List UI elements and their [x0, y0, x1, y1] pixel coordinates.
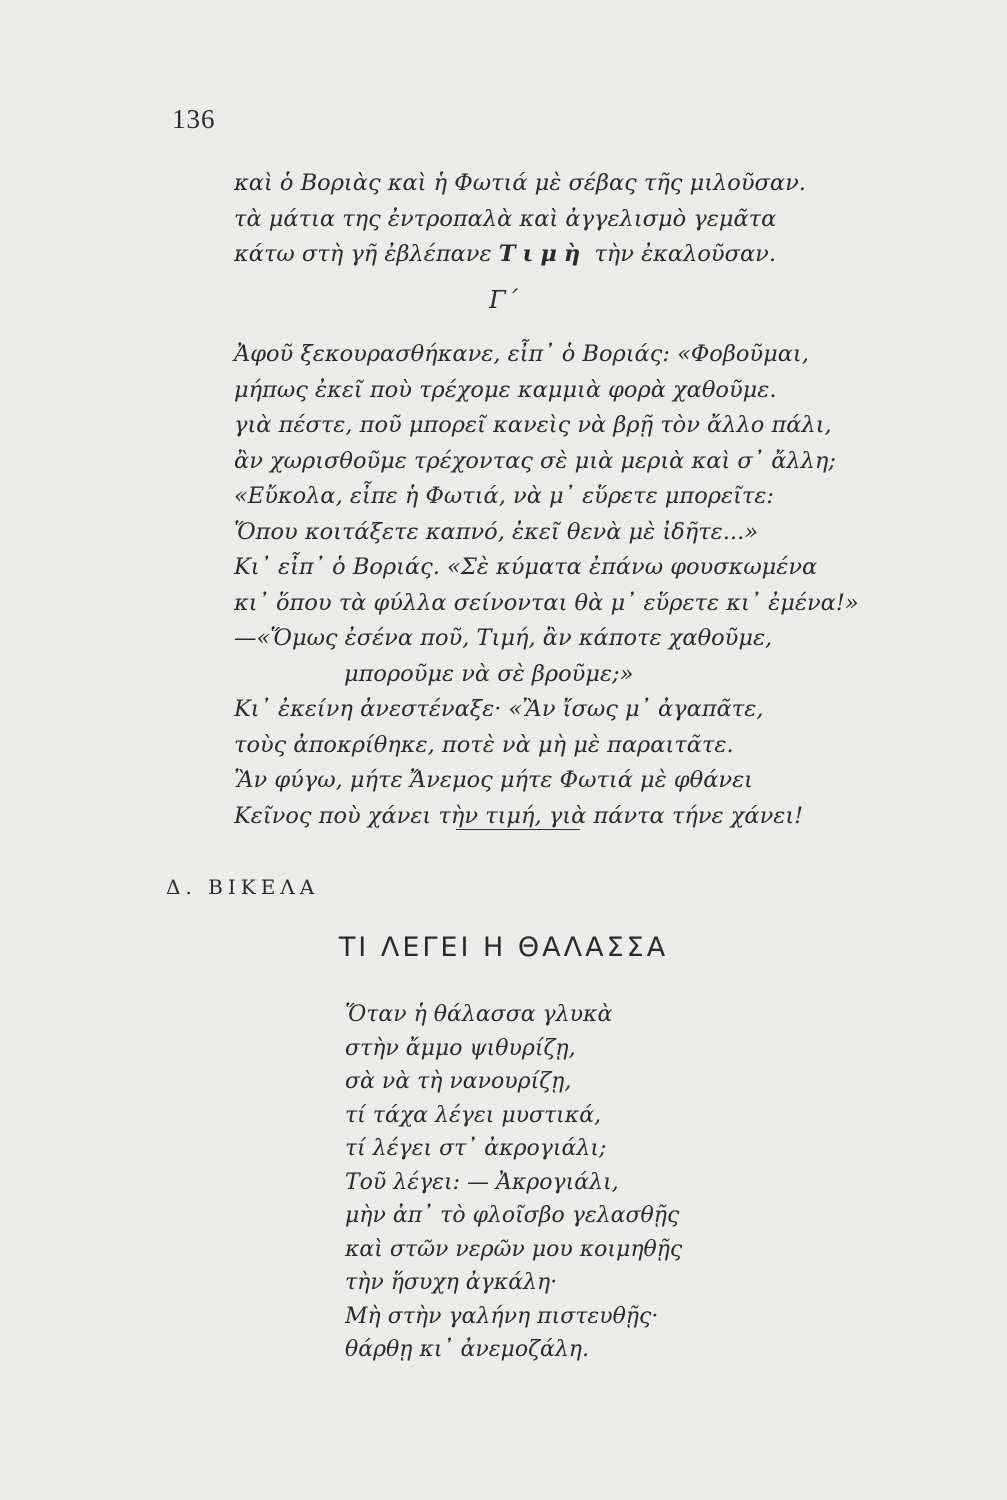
stanza-line: «Εὔκολα, εἶπε ἡ Φωτιά, νὰ μ᾿ εὕρετε μπορεῖτε: — [234, 483, 774, 509]
poem-line: Τοῦ λέγει: — Ἀκρογιάλι, — [345, 1169, 619, 1195]
poem-line: τί λέγει στ᾿ ἀκρογιάλι; — [345, 1136, 607, 1161]
stanza-line — [234, 237, 854, 273]
stanza-line: κι᾿ ὅπου τὰ φύλλα σείνονται θὰ μ᾿ εὕρετε κι᾿ ἐμένα!» — [234, 589, 859, 616]
stanza-top — [234, 166, 854, 273]
stanza-line: γιὰ πέστε, ποῦ μπορεῖ κανεὶς νὰ βρῇ τὸν ἄλλο πάλι, — [234, 412, 832, 438]
poem-line: Μὴ στὴν γαλήνη πιστευθῇς· — [345, 1303, 659, 1329]
poem-line: θάρθῃ κι᾿ ἀνεμοζάλη. — [345, 1337, 589, 1362]
author-name: Δ. ΒΙΚΕΛΑ — [166, 875, 320, 899]
stanza-line: —«Ὅμως ἐσένα ποῦ, Τιμή, ἂν κάποτε χαθοῦμε, — [234, 625, 773, 651]
poem-line: σὰ νὰ τὴ νανουρίζῃ, — [345, 1069, 572, 1094]
line-text: κάτω στὴ γῆ ἐβλέπανε — [234, 241, 499, 267]
stanza-line: Ὅπου κοιτάξετε καπνό, ἐκεῖ θενὰ μὲ ἰδῆτε...» — [234, 518, 758, 545]
poem-line: στὴν ἄμμο ψιθυρίζῃ, — [345, 1035, 576, 1061]
stanza-line: ἂν χωρισθοῦμε τρέχοντας σὲ μιὰ μεριὰ καὶ σ᾿ ἄλλη; — [234, 447, 836, 474]
poem-title: ΤΙ ΛΕΓΕΙ Η ΘΑΛΑΣΣΑ — [338, 932, 669, 963]
stanza-line: Ἀφοῦ ξεκουρασθήκανε, εἶπ᾿ ὁ Βοριάς: «Φοβοῦμαι, — [234, 341, 809, 367]
stanza-main — [234, 337, 859, 834]
poem-line: τὴν ἥσυχη ἀγκάλη· — [345, 1270, 558, 1295]
poem-line: καὶ στῶν νερῶν μου κοιμηθῇς — [345, 1236, 683, 1262]
poem-body — [345, 998, 682, 1367]
stanza-line: Κεῖνος ποὺ χάνει τὴν τιμή, γιὰ πάντα τήνε χάνει! — [234, 802, 804, 829]
stanza-line: τὰ μάτια της ἐντροπαλὰ καὶ ἀγγελισμὸ γεμᾶτα — [234, 205, 777, 232]
spaced-word: Τιμὴ — [498, 241, 588, 267]
stanza-line: Κι᾿ εἶπ᾿ ὁ Βοριάς. «Σὲ κύματα ἐπάνω φουσκωμένα — [234, 554, 818, 580]
stanza-line: καὶ ὁ Βοριὰς καὶ ἡ Φωτιά μὲ σέβας τῆς μιλοῦσαν. — [234, 170, 806, 196]
line-text: τὴν ἐκαλοῦσαν. — [587, 241, 776, 267]
stanza-line: μήπως ἐκεῖ ποὺ τρέχομε καμμιὰ φορὰ χαθοῦμε. — [234, 376, 777, 403]
poem-line: Ὅταν ἡ θάλασσα γλυκὰ — [345, 1002, 613, 1027]
stanza-line: Κι᾿ ἐκείνη ἀνεστέναξε· «Ἂν ἴσως μ᾿ ἀγαπᾶτε, — [234, 696, 764, 722]
section-divider — [456, 829, 580, 830]
page-number: 136 — [172, 104, 216, 134]
poem-line: τί τάχα λέγει μυστικά, — [345, 1102, 602, 1128]
section-mark: Γ΄ — [489, 286, 518, 314]
stanza-line: τοὺς ἀποκρίθηκε, ποτὲ νὰ μὴ μὲ παραιτᾶτε. — [234, 731, 734, 758]
stanza-line: Ἂν φύγω, μήτε Ἄνεμος μήτε Φωτιά μὲ φθάνει — [234, 767, 753, 793]
stanza-line: μποροῦμε νὰ σὲ βροῦμε;» — [344, 660, 634, 687]
poem-line: μὴν ἀπ᾿ τὸ φλοῖσβο γελασθῇς — [345, 1203, 680, 1228]
